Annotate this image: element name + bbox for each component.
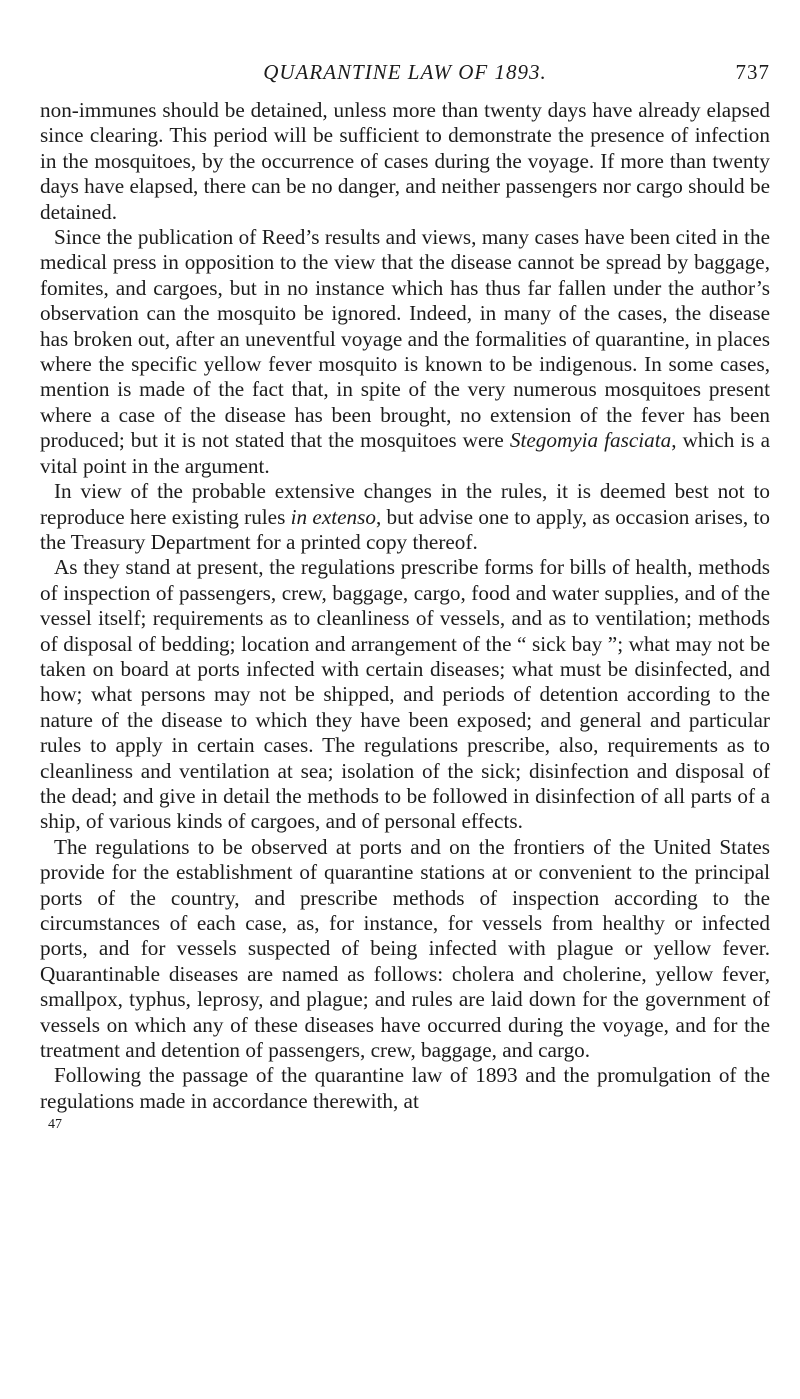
paragraph-3 xyxy=(40,479,770,555)
paragraph-3-end: , but advise one to apply, as occasion arises, to the Treasury Department for a printed copy thereof. xyxy=(40,504,770,554)
in-extenso-phrase: in extenso xyxy=(290,504,376,529)
book-page xyxy=(40,52,770,1134)
species-name: Stegomyia fasciata xyxy=(509,428,672,453)
paragraph-4: As they stand at present, the regulations prescribe forms for bills of health, methods of inspection of passengers, crew, baggage, cargo, food and water supplies, and of the vessel itself; requirements as to cleanliness of vessels, and as to ventilation; methods of disposal of bedding; location and arrangement of the “ sick bay ”; what may not be taken on board at ports infected with certain diseases; what must be disinfected, and how; what persons may not be shipped, and periods of detention according to the nature of the disease to which they have been exposed; and general and particular rules to apply in certain cases. The regulations prescribe, also, requirements as to cleanliness and ventilation at sea; isolation of the sick; disinfection and disposal of the dead; and give in detail the methods to be followed in disinfection of all parts of a ship, of various kinds of cargoes, and of personal effects. xyxy=(40,555,770,834)
signature-mark: 47 xyxy=(48,1117,62,1133)
running-title: QUARANTINE LAW OF 1893. xyxy=(263,60,547,84)
paragraph-2-end: , which is a vital point in the argument. xyxy=(40,428,770,478)
paragraph-6: Following the passage of the quarantine law of 1893 and the promulgation of the regulations made in accordance therewith, at xyxy=(40,1063,770,1113)
paragraph-5: The regulations to be observed at ports and on the frontiers of the United States provide for the establishment of quarantine stations at or convenient to the principal ports of the country, and prescribe methods of inspection according to the circumstances of each case, as, for instance, for vessels from healthy or infected ports, and for vessels suspected of being infected with plague or yellow fever. Quarantinable diseases are named as follows: cholera and cholerine, yellow fever, smallpox, typhus, leprosy, and plague; and rules are laid down for the government of vessels on which any of these diseases have occurred during the voyage, and for the treatment and detention of passengers, crew, baggage, and cargo. xyxy=(40,834,770,1063)
paragraph-2-text: Since the publication of Reed’s results and views, many cases have been cited in the medical press in opposition to the view that the disease cannot be spread by baggage, fomites, and cargoes, but in no instance which has thus far fallen under the author’s observation can the mosquito be ignored. Indeed, in many of the cases, the disease has broken out, after an uneventful voyage and the formalities of quarantine, in places where the specific yellow fever mosquito is known to be indigenous. In some cases, mention is made of the fact that, in spite of the very numerous mosquitoes present where a case of the disease has been brought, no extension of the fever has been produced; but it is not stated that the mosquitoes were xyxy=(40,225,770,453)
paragraph-3-text: In view of the probable extensive changes in the rules, it is deemed best not to reproduce here existing rules xyxy=(40,479,770,529)
body-text xyxy=(40,98,770,1114)
page-number: 737 xyxy=(735,60,770,84)
paragraph-2 xyxy=(40,225,770,479)
paragraph-1: non-immunes should be detained, unless more than twenty days have already elapsed since clearing. This period will be sufficient to demonstrate the presence of infection in the mosquitoes, by the occurrence of cases during the voyage. If more than twenty days have elapsed, there can be no danger, and neither passengers nor cargo should be detained. xyxy=(40,98,770,224)
running-header xyxy=(40,52,770,92)
